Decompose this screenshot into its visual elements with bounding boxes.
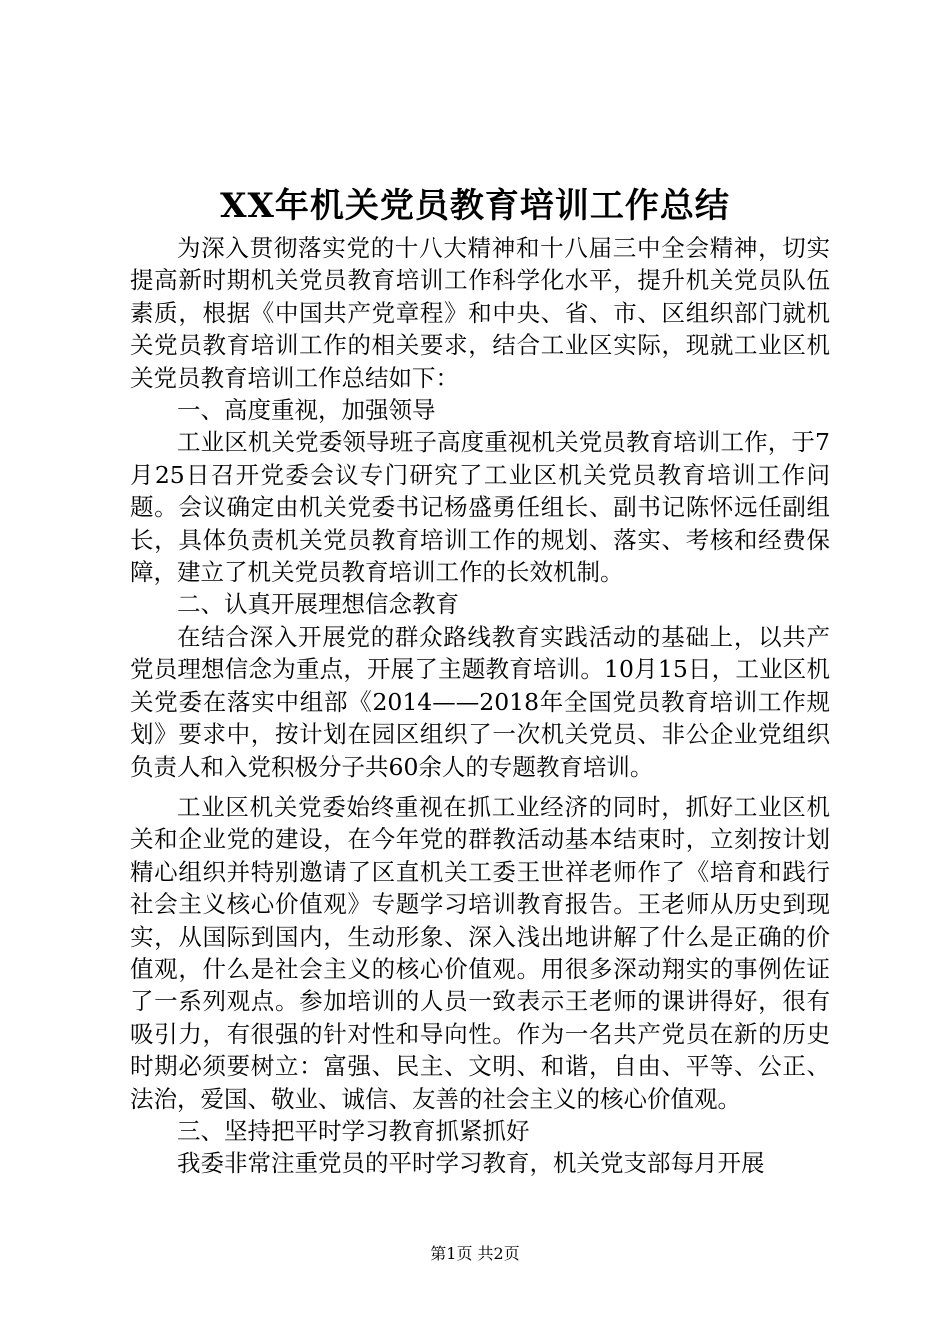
document-title: XX年机关党员教育培训工作总结 <box>220 186 730 226</box>
intro-paragraph: 为深入贯彻落实党的十八大精神和十八届三中全会精神，切实提高新时期机关党员教育培训工作科学化水平，提升机关党员队伍素质，根据《中国共产党章程》和中央、省、市、区组织部门就机关党员教育培训工作的相关要求，结合工业区实际，现就工业区机关党员教育培训工作总结如下： <box>130 234 830 392</box>
section-3-paragraph: 我委非常注重党员的平时学习教育，机关党支部每月开展 <box>177 1149 765 1178</box>
section-2-paragraph-1: 在结合深入开展党的群众路线教育实践活动的基础上，以共产党员理想信念为重点，开展了主题教育培训。10月15日，工业区机关党委在落实中组部《2014——2018年全国党员教育培训工作规划》要求中，按计划在园区组织了一次机关党员、非公企业党组织负责人和入党积极分子共60余人的专题教育培训。 <box>130 622 830 781</box>
section-2-heading: 二、认真开展理想信念教育 <box>177 590 459 619</box>
document-body <box>130 232 830 1180</box>
section-2-paragraph-2: 工业区机关党委始终重视在抓工业经济的同时，抓好工业区机关和企业党的建设，在今年党的群教活动基本结束时，立刻按计划精心组织并特别邀请了区直机关工委王世祥老师作了《培育和践行社会主义核心价值观》专题学习培训教育报告。王老师从历史到现实，从国际到国内，生动形象、深入浅出地讲解了什么是正确的价值观，什么是社会主义的核心价值观。用很多深动翔实的事例佐证了一系列观点。参加培训的人员一致表示王老师的课讲得好，很有吸引力，有很强的针对性和导向性。作为一名共产党员在新的历史时期必须要树立：富强、民主、文明、和谐，自由、平等、公正、法治，爱国、敬业、诚信、友善的社会主义的核心价值观。 <box>130 792 830 1113</box>
page-footer: 第1页 共2页 <box>430 1244 520 1263</box>
section-3-heading: 三、坚持把平时学习教育抓紧抓好 <box>177 1116 530 1145</box>
section-1-paragraph: 工业区机关党委领导班子高度重视机关党员教育培训工作，于7月25日召开党委会议专门研究了工业区机关党员教育培训工作问题。会议确定由机关党委书记杨盛勇任组长、副书记陈怀远任副组长，具体负责机关党员教育培训工作的规划、落实、考核和经费保障，建立了机关党员教育培训工作的长效机制。 <box>130 428 830 587</box>
section-1-heading: 一、高度重视，加强领导 <box>177 396 436 425</box>
